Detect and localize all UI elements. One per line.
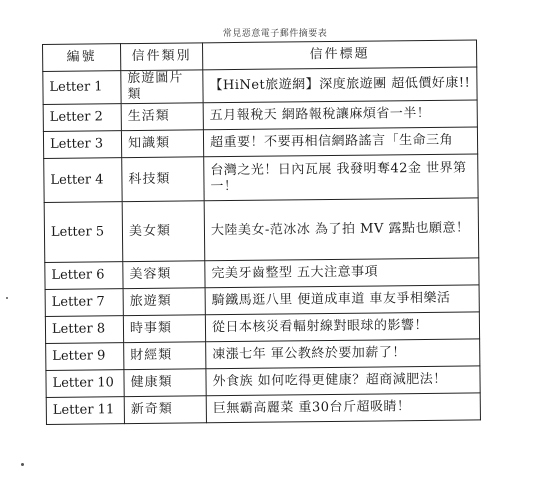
row-category: 財經類 <box>124 342 206 370</box>
row-id: Letter 1 <box>43 71 121 105</box>
row-subject: 五月報稅天 網路報稅讓麻煩省一半！ <box>203 100 477 130</box>
row-id: Letter 11 <box>46 397 124 425</box>
header-category: 信件類別 <box>121 43 203 71</box>
row-id: Letter 4 <box>44 158 122 203</box>
row-subject: 完美牙齒整型 五大注意事項 <box>205 258 479 288</box>
row-subject: 台灣之光！日內瓦展 我發明奪42金 世界第一！ <box>204 154 478 201</box>
row-category: 美容類 <box>123 261 205 289</box>
row-id: Letter 10 <box>46 370 124 398</box>
table-row <box>44 198 479 263</box>
row-subject: 凍漲七年 軍公教終於要加薪了！ <box>206 339 480 369</box>
row-id: Letter 3 <box>43 131 121 159</box>
table-row <box>44 154 478 203</box>
row-category: 時事類 <box>123 315 205 343</box>
row-subject: 從日本核災看輻射線對眼球的影響！ <box>205 312 479 342</box>
email-summary-table <box>42 39 481 425</box>
row-subject: 騎鐵馬逛八里 便道成車道 車友爭相樂活 <box>205 285 479 315</box>
row-category: 生活類 <box>121 103 203 131</box>
row-subject: 超重要！不要再相信網路謠言「生命三角 <box>203 127 477 157</box>
row-category: 旅遊類 <box>123 288 205 316</box>
row-subject: 大陸美女-范冰冰 為了拍 MV 露點也願意！ <box>204 198 479 261</box>
document-title: 常見惡意電子郵件摘要表 <box>222 29 328 39</box>
row-category: 知識類 <box>121 130 203 158</box>
scan-speck <box>21 463 24 466</box>
row-id: Letter 8 <box>45 316 123 344</box>
row-id: Letter 9 <box>46 343 124 371</box>
row-category: 健康類 <box>124 369 206 397</box>
row-subject: 外食族 如何吃得更健康？超商減肥法！ <box>206 366 480 396</box>
table-row <box>46 393 480 425</box>
table-row <box>43 67 477 105</box>
row-id: Letter 6 <box>45 262 123 290</box>
header-subject: 信件標題 <box>202 40 476 70</box>
scan-speck <box>6 297 8 299</box>
row-subject: 【HiNet旅遊網】深度旅遊團 超低價好康!! <box>203 67 477 103</box>
row-category: 美女類 <box>122 201 205 262</box>
header-id: 編號 <box>43 44 121 72</box>
row-category: 旅遊圖片類 <box>121 70 203 104</box>
row-subject: 巨無霸高麗菜 重30台斤超吸睛！ <box>206 393 480 423</box>
row-id: Letter 7 <box>45 289 123 317</box>
row-id: Letter 5 <box>44 202 123 263</box>
row-id: Letter 2 <box>43 104 121 132</box>
row-category: 科技類 <box>122 157 204 202</box>
row-category: 新奇類 <box>124 396 206 424</box>
